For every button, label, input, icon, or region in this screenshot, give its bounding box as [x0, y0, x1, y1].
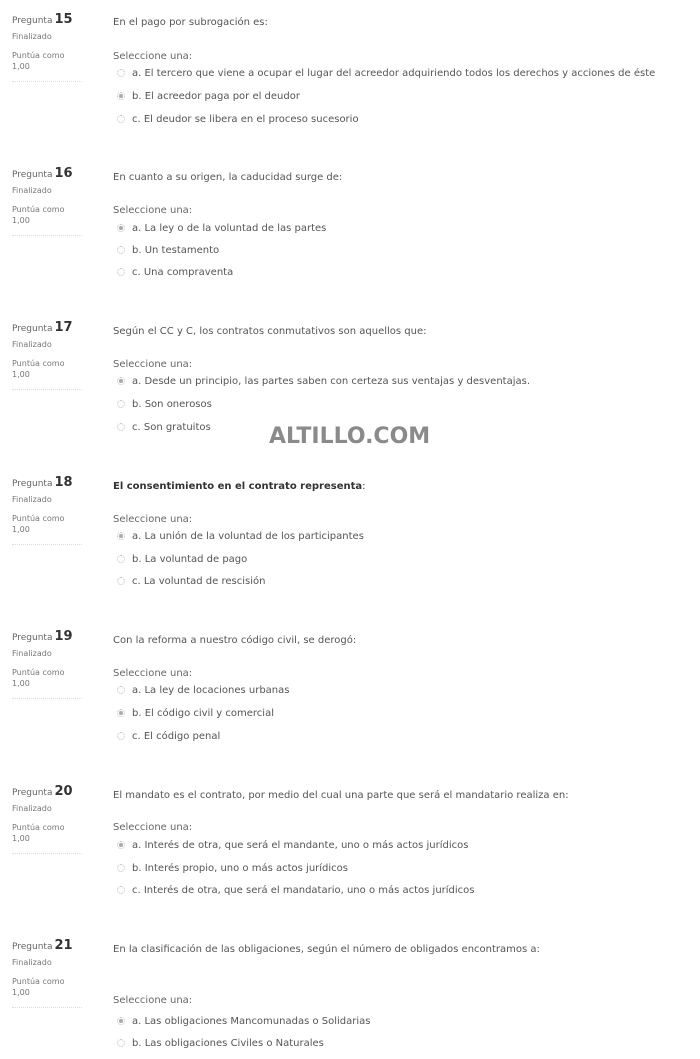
- answer-option[interactable]: [117, 67, 655, 81]
- option-label: c. El deudor se libera en el proceso sucesorio: [132, 114, 359, 125]
- radio-button[interactable]: [117, 841, 125, 849]
- grade-value: 1,00: [12, 679, 30, 688]
- question-content: [113, 785, 700, 896]
- question-state: Finalizado: [12, 804, 52, 813]
- answer-option[interactable]: [117, 222, 326, 236]
- info-divider: [12, 389, 82, 390]
- question-number: [12, 939, 82, 954]
- question-prefix: Pregunta: [12, 788, 53, 798]
- question-info: [12, 167, 82, 226]
- question-text-main: El consentimiento en el contrato representa: [113, 481, 363, 492]
- answer-option[interactable]: [117, 553, 247, 567]
- question-state: Finalizado: [12, 186, 52, 195]
- question-grade: [12, 976, 82, 998]
- question-info: [12, 13, 82, 72]
- grade-label: Puntúa como: [12, 359, 65, 368]
- radio-button[interactable]: [117, 864, 125, 872]
- question-content: [113, 13, 700, 125]
- question-number-value: 18: [54, 475, 73, 490]
- grade-label: Puntúa como: [12, 51, 65, 60]
- question-text: Con la reforma a nuestro código civil, se derogó:: [113, 635, 357, 646]
- radio-button[interactable]: [117, 709, 125, 717]
- answer-option[interactable]: [117, 839, 469, 853]
- option-label: a. La unión de la voluntad de los participantes: [132, 531, 364, 542]
- grade-value: 1,00: [12, 62, 30, 71]
- radio-button[interactable]: [117, 69, 125, 77]
- radio-button[interactable]: [117, 246, 125, 254]
- question-prefix: Pregunta: [12, 942, 53, 952]
- question-info: [12, 939, 82, 998]
- option-label: c. Una compraventa: [132, 267, 234, 278]
- grade-label: Puntúa como: [12, 514, 65, 523]
- select-prompt: Seleccione una:: [113, 995, 193, 1006]
- answer-option[interactable]: [117, 398, 212, 412]
- answer-option[interactable]: [117, 575, 265, 589]
- answer-option[interactable]: [117, 730, 220, 744]
- radio-button[interactable]: [117, 1017, 125, 1025]
- question-text-suffix: :: [362, 481, 366, 492]
- question-grade: [12, 204, 82, 226]
- radio-button[interactable]: [117, 377, 125, 385]
- select-prompt: Seleccione una:: [113, 668, 193, 679]
- grade-label: Puntúa como: [12, 205, 65, 214]
- option-label: b. La voluntad de pago: [132, 554, 248, 565]
- question-number-value: 21: [54, 938, 73, 953]
- option-label: b. El acreedor paga por el deudor: [132, 91, 300, 102]
- option-label: b. Interés propio, uno o más actos jurídicos: [132, 863, 348, 874]
- option-label: c. Son gratuitos: [132, 422, 211, 433]
- answer-option[interactable]: [117, 862, 348, 876]
- question-state: Finalizado: [12, 958, 52, 967]
- question-text: En el pago por subrogación es:: [113, 17, 268, 28]
- info-divider: [12, 544, 82, 545]
- question-number-value: 15: [54, 12, 73, 27]
- grade-value: 1,00: [12, 988, 30, 997]
- radio-button[interactable]: [117, 532, 125, 540]
- answer-option[interactable]: [117, 375, 530, 389]
- info-divider: [12, 235, 82, 236]
- option-label: b. El código civil y comercial: [132, 708, 274, 719]
- grade-label: Puntúa como: [12, 977, 65, 986]
- question-prefix: Pregunta: [12, 479, 53, 489]
- select-prompt: Seleccione una:: [113, 51, 193, 62]
- option-label: c. La voluntad de rescisión: [132, 576, 266, 587]
- question-number: [12, 785, 82, 800]
- question-content: [113, 630, 700, 742]
- answer-option[interactable]: [117, 90, 300, 104]
- radio-button[interactable]: [117, 577, 125, 585]
- question-number-value: 17: [54, 320, 73, 335]
- radio-button[interactable]: [117, 115, 125, 123]
- grade-value: 1,00: [12, 370, 30, 379]
- option-label: a. Interés de otra, que será el mandante, uno o más actos jurídicos: [132, 840, 469, 851]
- info-divider: [12, 1007, 82, 1008]
- question-text: [113, 480, 700, 494]
- question-text: Según el CC y C, los contratos conmutativos son aquellos que:: [113, 326, 427, 337]
- answer-option[interactable]: [117, 684, 289, 698]
- question-grade: [12, 822, 82, 844]
- answer-option[interactable]: [117, 1015, 371, 1029]
- question-state: Finalizado: [12, 495, 52, 504]
- radio-button[interactable]: [117, 400, 125, 408]
- radio-button[interactable]: [117, 555, 125, 563]
- select-prompt: Seleccione una:: [113, 359, 193, 370]
- grade-value: 1,00: [12, 834, 30, 843]
- select-prompt: Seleccione una:: [113, 514, 193, 525]
- question-number-value: 20: [54, 784, 73, 799]
- answer-option[interactable]: [117, 421, 211, 435]
- question-state: Finalizado: [12, 340, 52, 349]
- answer-option[interactable]: [117, 244, 219, 258]
- question-text: En la clasificación de las obligaciones, según el número de obligados encontramos a:: [113, 944, 540, 955]
- question-info: [12, 785, 82, 844]
- grade-value: 1,00: [12, 525, 30, 534]
- question-grade: [12, 667, 82, 689]
- question-number: [12, 167, 82, 182]
- answer-option[interactable]: [117, 1037, 324, 1051]
- question-state: Finalizado: [12, 649, 52, 658]
- info-divider: [12, 81, 82, 82]
- answer-option[interactable]: [117, 113, 359, 127]
- select-prompt: Seleccione una:: [113, 822, 193, 833]
- question-content: [113, 167, 700, 278]
- radio-button[interactable]: [117, 92, 125, 100]
- grade-label: Puntúa como: [12, 668, 65, 677]
- question-info: [12, 476, 82, 535]
- question-grade: [12, 513, 82, 535]
- question-prefix: Pregunta: [12, 324, 53, 334]
- question-prefix: Pregunta: [12, 170, 53, 180]
- question-content: [113, 476, 700, 587]
- option-label: a. Las obligaciones Mancomunadas o Solidarias: [132, 1016, 371, 1027]
- question-prefix: Pregunta: [12, 16, 53, 26]
- question-text: El mandato es el contrato, por medio del cual una parte que será el mandatario realiza en:: [113, 790, 569, 801]
- grade-value: 1,00: [12, 216, 30, 225]
- question-content: [113, 939, 700, 1049]
- option-label: b. Las obligaciones Civiles o Naturales: [132, 1038, 324, 1049]
- question-number: [12, 321, 82, 336]
- radio-button[interactable]: [117, 224, 125, 232]
- answer-option[interactable]: [117, 266, 233, 280]
- question-number: [12, 13, 82, 28]
- question-grade: [12, 50, 82, 72]
- watermark-logo: ALTILLO.COM: [269, 424, 431, 449]
- question-info: [12, 630, 82, 689]
- question-content: [113, 321, 700, 433]
- option-label: b. Son onerosos: [132, 399, 212, 410]
- question-grade: [12, 358, 82, 380]
- answer-option[interactable]: [117, 884, 475, 898]
- question-prefix: Pregunta: [12, 633, 53, 643]
- option-label: a. Desde un principio, las partes saben con certeza sus ventajas y desventajas.: [132, 376, 531, 387]
- radio-button[interactable]: [117, 268, 125, 276]
- radio-button[interactable]: [117, 423, 125, 431]
- question-number: [12, 630, 82, 645]
- option-label: a. La ley de locaciones urbanas: [132, 685, 290, 696]
- option-label: c. Interés de otra, que será el mandatario, uno o más actos jurídicos: [132, 885, 475, 896]
- info-divider: [12, 698, 82, 699]
- select-prompt: Seleccione una:: [113, 205, 193, 216]
- option-label: b. Un testamento: [132, 245, 220, 256]
- question-info: [12, 321, 82, 380]
- option-label: c. El código penal: [132, 731, 221, 742]
- question-text: En cuanto a su origen, la caducidad surge de:: [113, 172, 343, 183]
- option-label: a. La ley o de la voluntad de las partes: [132, 223, 327, 234]
- question-number-value: 19: [54, 629, 73, 644]
- radio-button[interactable]: [117, 732, 125, 740]
- question-number: [12, 476, 82, 491]
- radio-button[interactable]: [117, 886, 125, 894]
- info-divider: [12, 853, 82, 854]
- question-state: Finalizado: [12, 32, 52, 41]
- radio-button[interactable]: [117, 1039, 125, 1047]
- answer-option[interactable]: [117, 530, 364, 544]
- option-label: a. El tercero que viene a ocupar el lugar del acreedor adquiriendo todos los derechos y acciones de éste: [132, 68, 656, 79]
- answer-option[interactable]: [117, 707, 274, 721]
- question-number-value: 16: [54, 166, 73, 181]
- radio-button[interactable]: [117, 686, 125, 694]
- grade-label: Puntúa como: [12, 823, 65, 832]
